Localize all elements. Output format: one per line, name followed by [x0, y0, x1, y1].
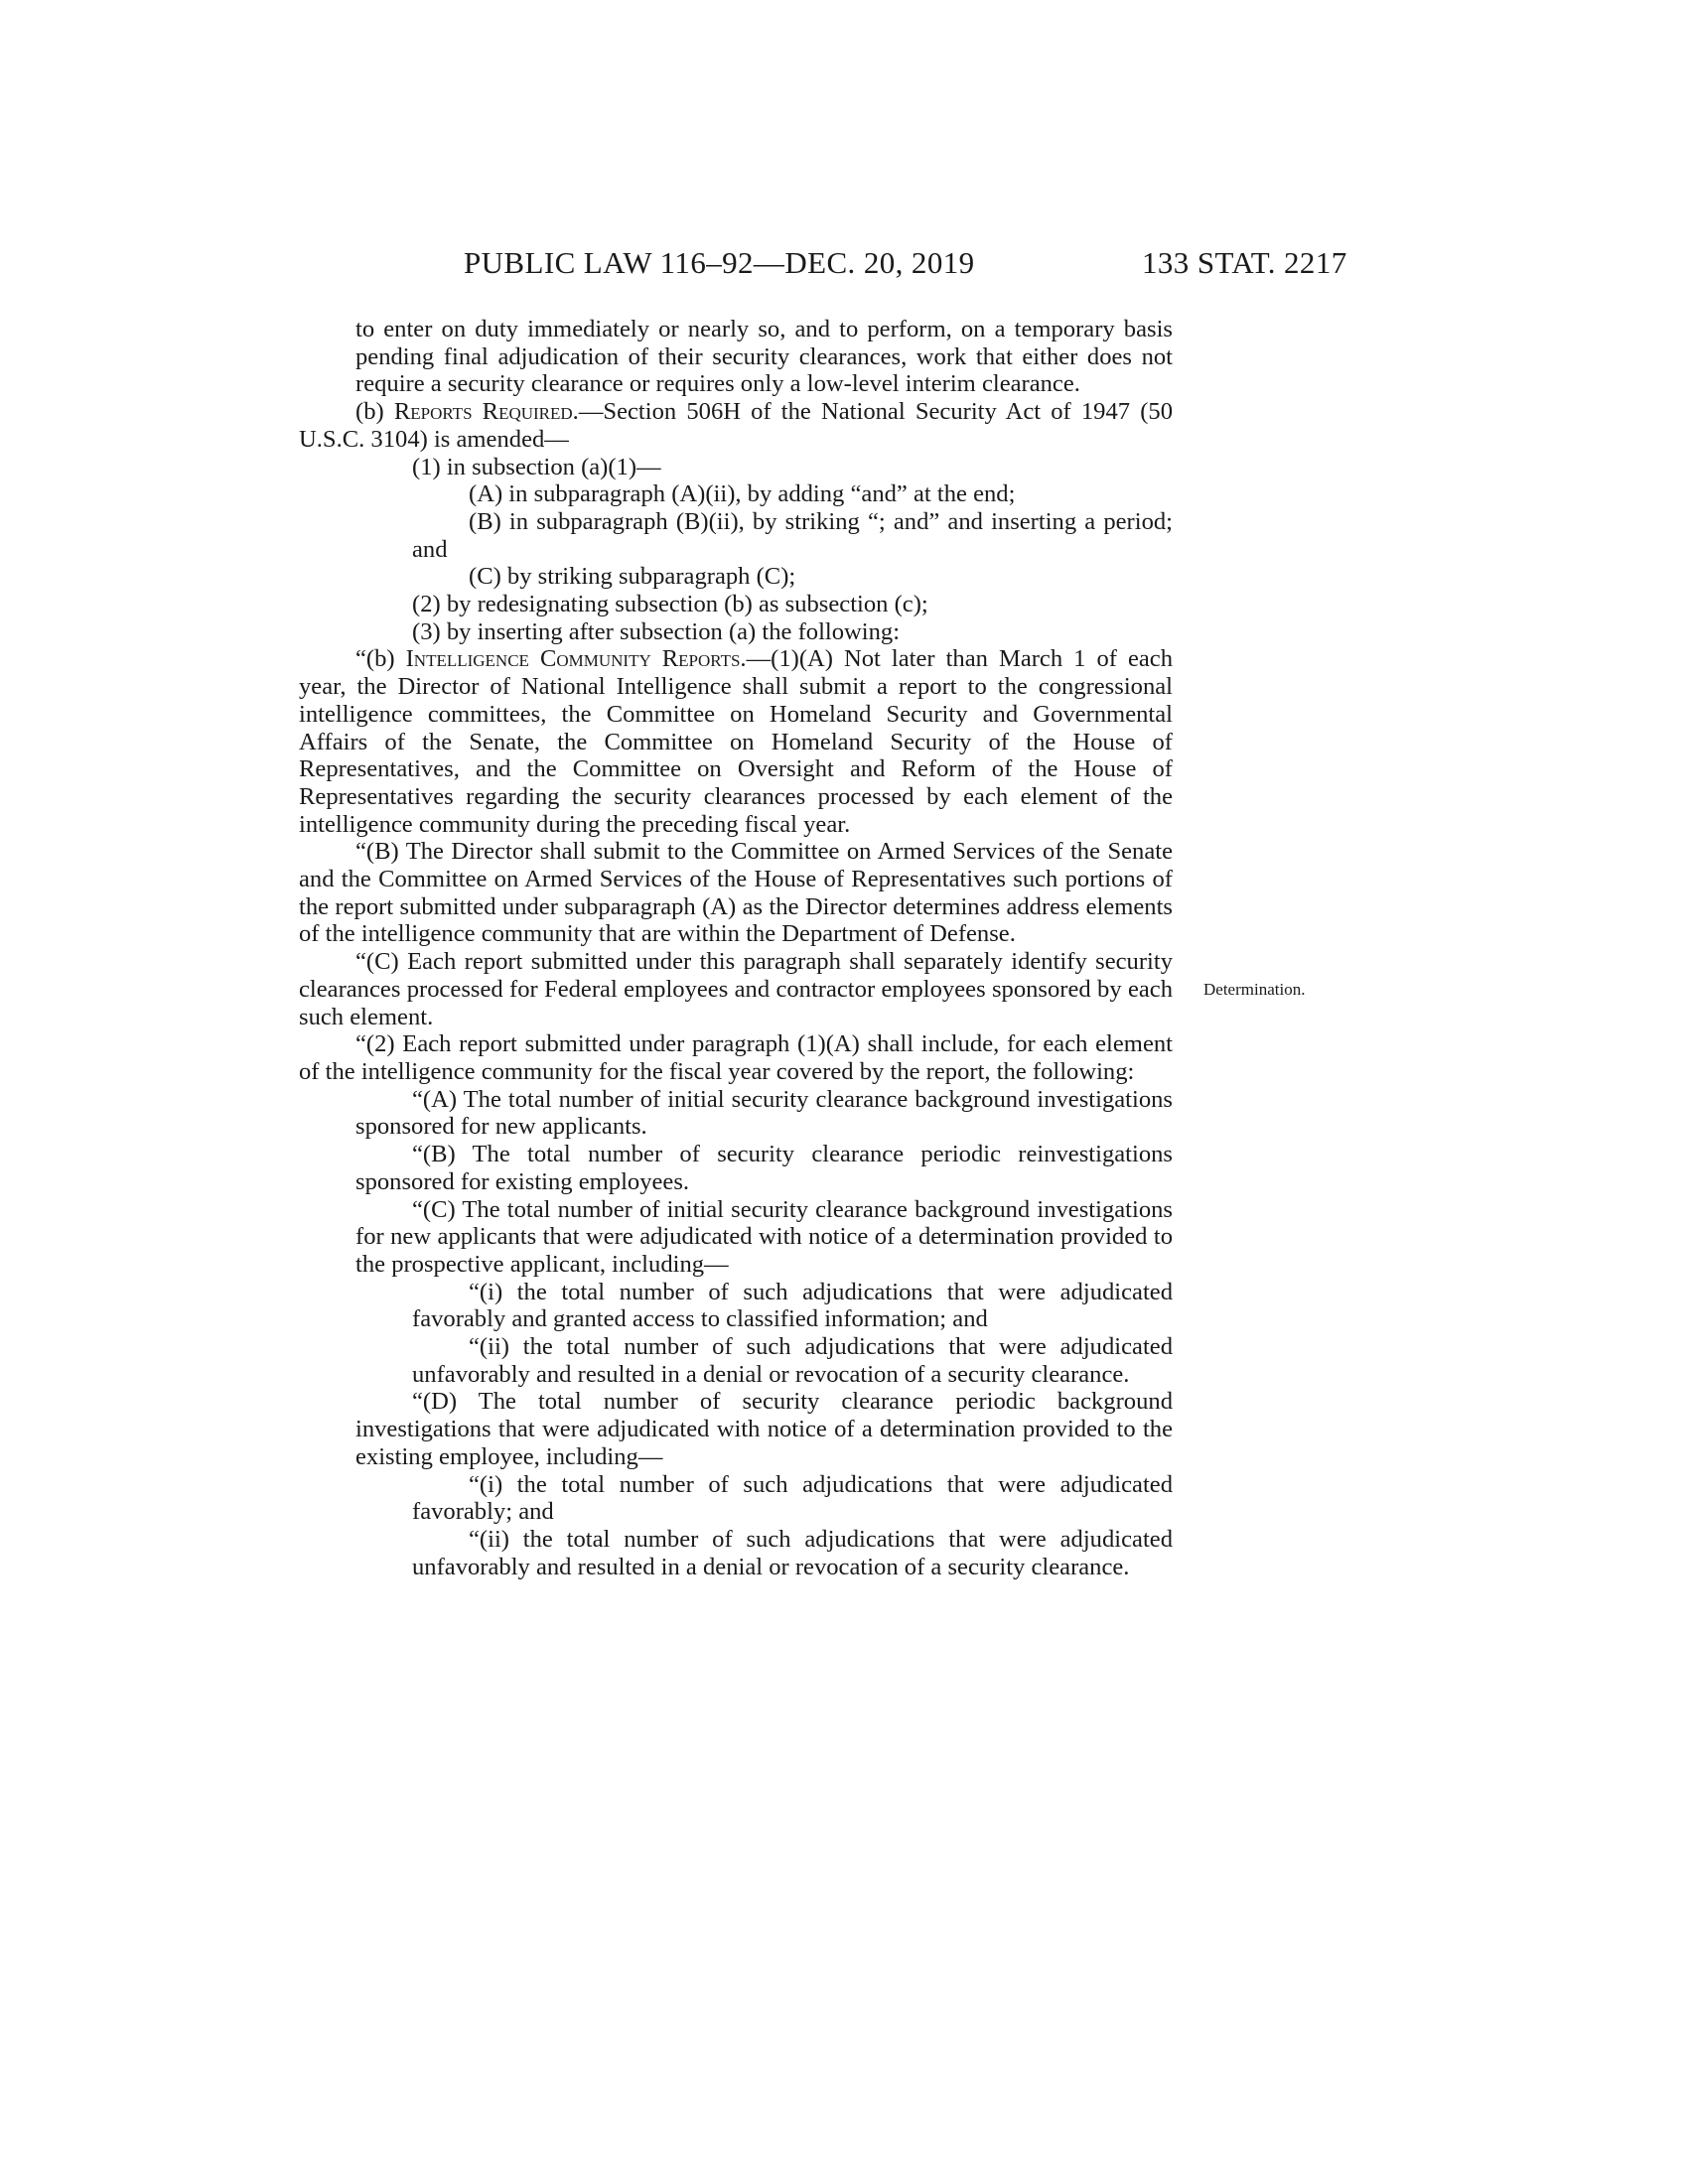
paragraph-item-1b: (B) in subparagraph (B)(ii), by striking “; and” and inserting a period; and: [412, 507, 1173, 563]
paragraph-2: “(2) Each report submitted under paragraph (1)(A) shall include, for each element of the intelligence community for the fiscal year covered by the report, the following:: [299, 1030, 1173, 1085]
paragraph-label: “(b): [355, 645, 406, 673]
paragraph-2a: “(A) The total number of initial security clearance background investigations sponsored for new applicants.: [355, 1085, 1173, 1141]
margin-note: Determination.: [1203, 980, 1306, 999]
paragraph-1b: “(B) The Director shall submit to the Committee on Armed Services of the Senate and the Committee on Armed Services of the House of Representatives such portions of the report submitted under subparagraph (A) as the Director determines address elements of the intelligence community that are within the Department of Defense.: [299, 838, 1173, 948]
paragraph-label: (b): [355, 398, 394, 426]
paragraph-item-2: (2) by redesignating subsection (b) as subsection (c);: [412, 591, 928, 618]
paragraph-2d: “(D) The total number of security clearance periodic background investigations that were adjudicated with notice of a determination provided to the existing employee, including—: [355, 1388, 1173, 1470]
paragraph-2d-ii: “(ii) the total number of such adjudications that were adjudicated unfavorably and resulted in a denial or revocation of a security clearance.: [412, 1525, 1173, 1580]
paragraph-continuation: to enter on duty immediately or nearly so, and to perform, on a temporary basis pending final adjudication of their security clearances, work that either does not require a security clearance or requires only a low-level interim clearance.: [355, 316, 1173, 398]
paragraph-2b: “(B) The total number of security clearance periodic reinvestigations sponsored for existing employees.: [355, 1141, 1173, 1195]
running-header-stat-page: 133 STAT. 2217: [1142, 245, 1347, 280]
paragraph-1c: “(C) Each report submitted under this paragraph shall separately identify security clearances processed for Federal employees and contractor employees sponsored by each such element.: [299, 948, 1173, 1030]
paragraph-text: —(1)(A) Not later than March 1 of each year, the Director of National Intelligence shall submit a report to the congressional intelligence committees, the Committee on Homeland Security and Governmental Affairs of the Senate, the Committee on Homeland Security of the House of Representatives, and the Committee on Oversight and Reform of the House of Representatives regarding the security clearances processed by each element of the intelligence community during the preceding fiscal year.: [299, 645, 1173, 838]
paragraph-item-1: (1) in subsection (a)(1)—: [412, 453, 661, 480]
paragraph-2c-i: “(i) the total number of such adjudications that were adjudicated favorably and granted access to classified information; and: [412, 1278, 1173, 1333]
paragraph-2c: “(C) The total number of initial security clearance background investigations for new applicants that were adjudicated with notice of a determination provided to the prospective applicant, including—: [355, 1195, 1173, 1278]
paragraph-item-1c: (C) by striking subparagraph (C);: [469, 563, 796, 591]
paragraph-reports-required: [299, 398, 1173, 453]
running-header-title: PUBLIC LAW 116–92—DEC. 20, 2019: [464, 245, 975, 280]
paragraph-text: —Section 506H of the National Security Act of 1947 (50 U.S.C. 3104) is amended—: [299, 398, 1174, 453]
paragraph-item-1a: (A) in subparagraph (A)(ii), by adding “and” at the end;: [469, 480, 1016, 508]
statute-body: [299, 316, 1173, 1580]
section-heading: Intelligence Community Reports.: [405, 645, 747, 673]
paragraph-2c-ii: “(ii) the total number of such adjudications that were adjudicated unfavorably and resulted in a denial or revocation of a security clearance.: [412, 1333, 1173, 1388]
paragraph-intelligence-community-reports: [299, 645, 1173, 838]
section-heading: Reports Required.: [393, 398, 579, 426]
paragraph-2d-i: “(i) the total number of such adjudications that were adjudicated favorably; and: [412, 1470, 1173, 1526]
paragraph-item-3: (3) by inserting after subsection (a) the following:: [412, 617, 901, 645]
